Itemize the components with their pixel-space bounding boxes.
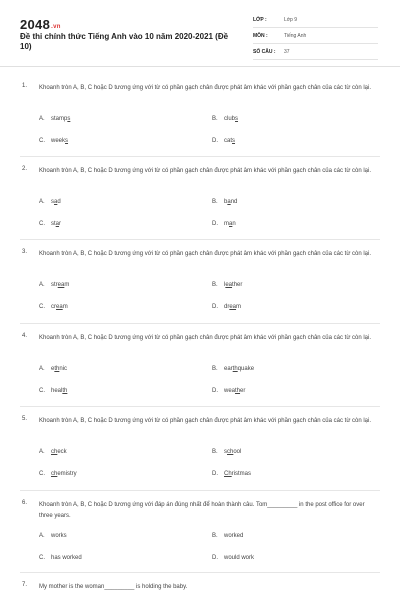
question-text: Khoanh tròn A, B, C hoặc D tương ứng với từ có phần gạch chân được phát âm khác với phần gạch chân của các từ còn lại. bbox=[39, 168, 372, 174]
option-text: earthquake bbox=[224, 366, 255, 372]
underlined-part: s bbox=[65, 138, 69, 144]
option-letter: A. bbox=[39, 449, 45, 455]
option-letter: B. bbox=[212, 199, 218, 205]
underlined-part: ea bbox=[56, 304, 63, 310]
logo-suffix: .vn bbox=[51, 24, 61, 30]
underlined-part: ch bbox=[227, 449, 234, 455]
option-text: ethnic bbox=[51, 366, 68, 372]
question-number: 2. bbox=[22, 166, 28, 172]
option-letter: A. bbox=[39, 533, 45, 539]
option-text: weeks bbox=[51, 138, 69, 144]
underlined-part: ea bbox=[229, 304, 237, 310]
option-text: band bbox=[224, 199, 238, 205]
answer-option[interactable] bbox=[212, 471, 251, 477]
question-divider bbox=[20, 323, 380, 324]
question-text: My mother is the woman_________ is holding the baby. bbox=[39, 584, 188, 590]
question-item bbox=[0, 166, 400, 246]
meta-label: MÔN : bbox=[253, 33, 268, 39]
header bbox=[0, 0, 400, 62]
option-letter: B. bbox=[212, 116, 218, 122]
option-text: Christmas bbox=[224, 471, 252, 477]
site-logo[interactable] bbox=[20, 17, 61, 32]
underlined-part: a bbox=[227, 199, 231, 205]
question-number: 7. bbox=[22, 582, 28, 588]
option-text: has worked bbox=[51, 555, 82, 561]
option-letter: C. bbox=[39, 388, 45, 394]
question-item bbox=[0, 500, 400, 580]
option-text: man bbox=[224, 221, 236, 227]
option-text: clubs bbox=[224, 116, 239, 122]
option-letter: D. bbox=[212, 221, 218, 227]
answer-option[interactable] bbox=[39, 282, 69, 288]
exam-title: Đề thi chính thức Tiếng Anh vào 10 năm 2020-2021 (Đề 10) bbox=[20, 32, 229, 51]
meta-class bbox=[253, 14, 378, 28]
option-text: cream bbox=[51, 304, 68, 310]
question-number: 5. bbox=[22, 416, 28, 422]
option-text: would work bbox=[224, 555, 255, 561]
answer-option[interactable] bbox=[212, 304, 241, 310]
option-letter: A. bbox=[39, 116, 45, 122]
underlined-part: ea bbox=[57, 282, 65, 288]
underlined-part: ea bbox=[225, 282, 233, 288]
question-divider bbox=[20, 156, 380, 157]
question-number: 1. bbox=[22, 83, 28, 89]
underlined-part: a bbox=[229, 221, 233, 227]
question-divider bbox=[20, 239, 380, 240]
question-divider bbox=[20, 490, 380, 491]
option-text: check bbox=[51, 449, 67, 455]
answer-option[interactable] bbox=[39, 388, 67, 394]
answer-option[interactable] bbox=[212, 138, 235, 144]
answer-option[interactable] bbox=[212, 555, 254, 561]
answer-option[interactable] bbox=[39, 366, 67, 372]
underlined-part: s bbox=[232, 138, 236, 144]
answer-option[interactable] bbox=[212, 282, 242, 288]
question-divider bbox=[20, 406, 380, 407]
answer-option[interactable] bbox=[212, 533, 243, 539]
question-item bbox=[0, 416, 400, 496]
answer-option[interactable] bbox=[39, 555, 82, 561]
option-text: works bbox=[51, 533, 67, 539]
answer-option[interactable] bbox=[39, 533, 67, 539]
underlined-part: a bbox=[54, 199, 58, 205]
header-divider bbox=[0, 66, 400, 67]
option-letter: C. bbox=[39, 471, 45, 477]
option-letter: B. bbox=[212, 366, 218, 372]
answer-option[interactable] bbox=[212, 116, 238, 122]
option-letter: C. bbox=[39, 555, 45, 561]
option-text: weather bbox=[224, 388, 246, 394]
option-text: stream bbox=[51, 282, 70, 288]
option-letter: D. bbox=[212, 138, 218, 144]
option-text: health bbox=[51, 388, 68, 394]
option-text: dream bbox=[224, 304, 242, 310]
option-letter: C. bbox=[39, 304, 45, 310]
question-item bbox=[0, 582, 400, 600]
answer-option[interactable] bbox=[39, 471, 77, 477]
option-text: sad bbox=[51, 199, 61, 205]
answer-option[interactable] bbox=[212, 366, 254, 372]
option-letter: B. bbox=[212, 533, 218, 539]
option-text: cats bbox=[224, 138, 236, 144]
underlined-part: Ch bbox=[224, 471, 232, 477]
option-letter: B. bbox=[212, 449, 218, 455]
meta-question-count bbox=[253, 46, 378, 60]
underlined-part: ch bbox=[51, 449, 58, 455]
underlined-part: th bbox=[235, 388, 241, 394]
answer-option[interactable] bbox=[39, 304, 68, 310]
question-item bbox=[0, 333, 400, 413]
option-letter: D. bbox=[212, 471, 218, 477]
answer-option[interactable] bbox=[39, 221, 61, 227]
option-letter: B. bbox=[212, 282, 218, 288]
option-letter: A. bbox=[39, 282, 45, 288]
meta-value: Lớp 9 bbox=[284, 17, 298, 23]
underlined-part: s bbox=[235, 116, 239, 122]
logo-text: 2048 bbox=[20, 17, 51, 32]
underlined-part: ch bbox=[51, 471, 58, 477]
question-number: 6. bbox=[22, 500, 28, 506]
answer-option[interactable] bbox=[212, 221, 236, 227]
question-item bbox=[0, 249, 400, 329]
question-text: Khoanh tròn A, B, C hoặc D tương ứng với từ có phần gạch chân được phát âm khác với phần gạch chân của các từ còn lại. bbox=[39, 335, 372, 341]
meta-label: SỐ CÂU : bbox=[253, 49, 276, 55]
question-divider bbox=[20, 572, 380, 573]
underlined-part: a bbox=[55, 221, 60, 227]
question-text: Khoanh tròn A, B, C hoặc D tương ứng với từ có phần gạch chân được phát âm khác với phần gạch chân của các từ còn lại. bbox=[39, 418, 372, 424]
answer-option[interactable] bbox=[212, 449, 241, 455]
meta-subject bbox=[253, 30, 378, 44]
question-text: Khoanh tròn A, B, C hoặc D tương ứng với từ có phần gạch chân được phát âm khác với phần gạch chân của các từ còn lại. bbox=[39, 251, 372, 257]
option-text: star bbox=[51, 221, 62, 227]
question-item bbox=[0, 83, 400, 163]
answer-option[interactable] bbox=[39, 116, 70, 122]
answer-option[interactable] bbox=[212, 388, 245, 394]
underlined-part: th bbox=[62, 388, 68, 394]
option-text: leather bbox=[224, 282, 243, 288]
question-text: Khoanh tròn A, B, C hoặc D tương ứng với từ có phần gạch chân được phát âm khác với phần gạch chân của các từ còn lại. bbox=[39, 85, 372, 91]
option-letter: D. bbox=[212, 388, 218, 394]
meta-value: Tiếng Anh bbox=[284, 33, 307, 39]
underlined-part: th bbox=[232, 366, 238, 372]
answer-option[interactable] bbox=[39, 449, 67, 455]
option-letter: D. bbox=[212, 304, 218, 310]
option-letter: C. bbox=[39, 221, 45, 227]
question-number: 3. bbox=[22, 249, 28, 255]
option-text: stamps bbox=[51, 116, 71, 122]
option-letter: A. bbox=[39, 366, 45, 372]
underlined-part: s bbox=[67, 116, 71, 122]
option-text: worked bbox=[224, 533, 244, 539]
meta-label: LỚP : bbox=[253, 17, 267, 23]
option-text: school bbox=[224, 449, 242, 455]
meta-value: 37 bbox=[284, 49, 290, 55]
option-letter: D. bbox=[212, 555, 218, 561]
question-text: Khoanh tròn A, B, C hoặc D tương ứng với đáp án đúng nhất để hoàn thành câu. Tom_________ in the post office for over three years. bbox=[39, 502, 365, 519]
option-letter: A. bbox=[39, 199, 45, 205]
option-text: chemistry bbox=[51, 471, 77, 477]
answer-option[interactable] bbox=[212, 199, 237, 205]
underlined-part: th bbox=[54, 366, 60, 372]
question-number: 4. bbox=[22, 333, 28, 339]
answer-option[interactable] bbox=[39, 138, 68, 144]
option-letter: C. bbox=[39, 138, 45, 144]
answer-option[interactable] bbox=[39, 199, 61, 205]
